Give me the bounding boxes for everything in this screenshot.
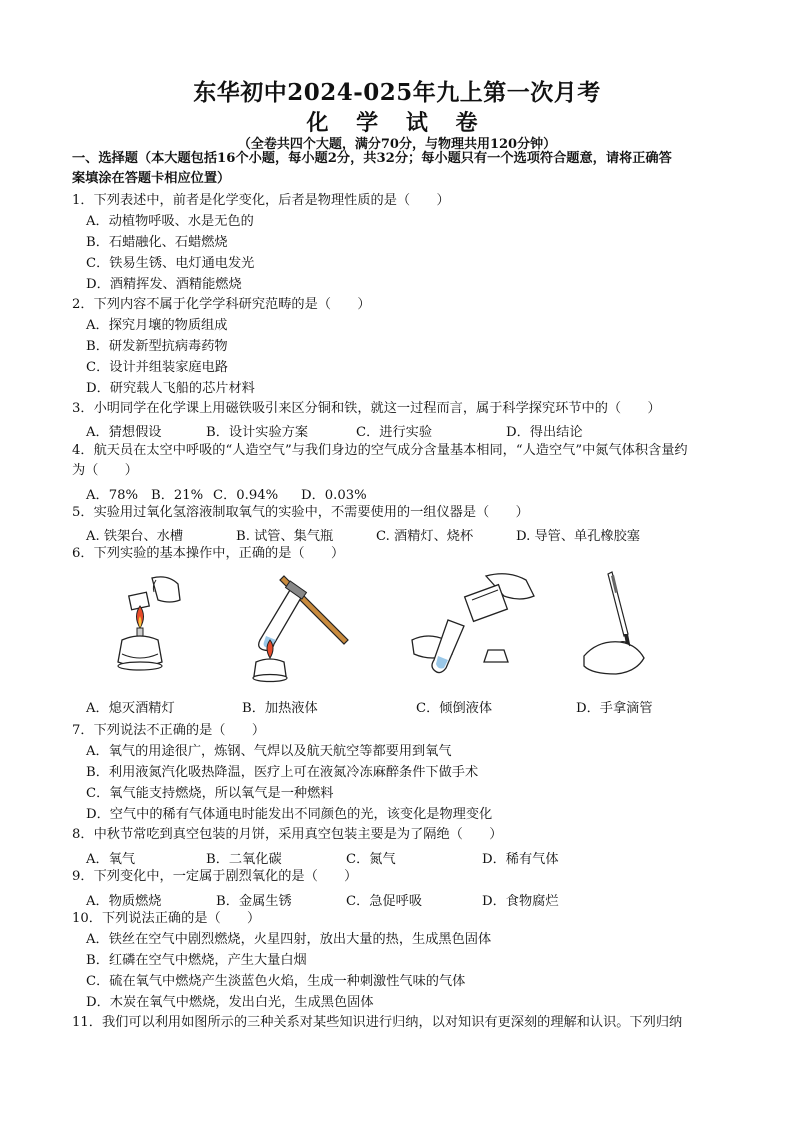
question-4-options [86,484,367,503]
question-7-stem: 7．下列说法不正确的是（ ） [72,723,266,738]
question-3-option-d: D．得出结论 [506,425,583,440]
question-2-stem: 2．下列内容不属于化学学科研究范畴的是（ ） [72,297,371,312]
question-6-option-d: D．手拿滴管 [576,701,653,716]
question-1-option-b: B．石蜡融化、石蜡燃烧 [86,235,228,250]
question-2-option-a: A．探究月壤的物质组成 [86,318,228,333]
question-3-option-c: C．进行实验 [356,425,433,440]
question-8-option-d: D．稀有气体 [482,852,559,867]
exam-title: 东华初中2024-025年九上第一次月考 [193,79,601,106]
subject-title: 化 学 试 卷 [306,110,488,136]
question-4-option-c: C．0.94% [213,488,279,503]
question-7-option-c: C．氧气能支持燃烧，所以氧气是一种燃料 [86,786,334,801]
question-8-option-b: B．二氧化碳 [206,852,282,867]
figure-d-hold-dropper [578,570,668,685]
question-6-option-c: C．倾倒液体 [416,701,493,716]
question-4-stem: 4．航天员在太空中呼吸的“人造空气”与我们身边的空气成分含量基本相同，“人造空气”中氮气体积含量约 [72,443,688,458]
exam-note: （全卷共四个大题，满分70分，与物理共用120分钟） [237,137,557,152]
question-1-stem: 1．下列表述中，前者是化学变化，后者是物理性质的是（ ） [72,193,450,208]
question-1-option-d: D．酒精挥发、酒精能燃烧 [86,277,242,292]
question-2-option-d: D．研究载人飞船的芯片材料 [86,381,255,396]
question-10-option-c: C．硫在氧气中燃烧产生淡蓝色火焰，生成一种刺激性气味的气体 [86,974,466,989]
question-6-option-a: A．熄灭酒精灯 [86,701,175,716]
section-heading-cont: 案填涂在答题卡相应位置） [72,171,231,186]
question-2-option-b: B．研发新型抗病毒药物 [86,339,228,354]
question-5-options [86,525,640,544]
question-7-option-d: D．空气中的稀有气体通电时能发出不同颜色的光，该变化是物理变化 [86,807,493,822]
question-9-stem: 9．下列变化中，一定属于剧烈氧化的是（ ） [72,869,358,884]
question-5-option-b: B. 试管、集气瓶 [236,529,334,544]
question-5-option-d: D. 导管、单孔橡胶塞 [516,529,640,544]
question-3-option-b: B．设计实验方案 [206,425,309,440]
question-5-option-a: A. 铁架台、水槽 [86,529,184,544]
question-3-options [86,421,583,440]
question-4-option-b: B．21% [151,488,204,503]
figure-c-pour-liquid [408,570,548,680]
question-10-option-a: A．铁丝在空气中剧烈燃烧，火星四射，放出大量的热，生成黑色固体 [86,932,492,947]
question-11-stem: 11．我们可以利用如图所示的三种关系对某些知识进行归纳，以对知识有更深刻的理解和认识。下列归纳 [72,1015,683,1030]
question-7-option-a: A．氧气的用途很广，炼钢、气焊以及航天航空等都要用到氧气 [86,744,452,759]
question-2-option-c: C．设计并组装家庭电路 [86,360,228,375]
question-8-stem: 8．中秋节常吃到真空包装的月饼，采用真空包装主要是为了隔绝（ ） [72,827,503,842]
question-4-option-d: D．0.03% [301,488,367,503]
question-1-option-a: A．动植物呼吸、水是无色的 [86,214,254,229]
experiment-figures [90,570,730,688]
question-5-stem: 5．实验用过氧化氢溶液制取氧气的实验中，不需要使用的一组仪器是（ ） [72,505,529,520]
question-3-stem: 3．小明同学在化学课上用磁铁吸引来区分铜和铁，就这一过程而言，属于科学探究环节中的（ ） [72,401,661,416]
question-10-stem: 10．下列说法正确的是（ ） [72,911,261,926]
question-10-option-b: B．红磷在空气中燃烧，产生大量白烟 [86,953,307,968]
section-heading: 一、选择题（本大题包括16个小题，每小题2分，共32分；每小题只有一个选项符合题意，请将正确答 [72,151,672,166]
question-6-stem: 6．下列实验的基本操作中，正确的是（ ） [72,546,345,561]
question-5-option-c: C. 酒精灯、烧杯 [376,529,474,544]
question-4-option-a: A．78% [86,488,139,503]
question-8-option-c: C．氮气 [346,852,396,867]
question-8-option-a: A．氧气 [86,852,136,867]
question-10-option-d: D．木炭在氧气中燃烧，发出白光，生成黑色固体 [86,995,374,1010]
question-1-option-c: C．铁易生锈、电灯通电发光 [86,256,255,271]
question-9-option-a: A．物质燃烧 [86,894,162,909]
question-8-options [86,848,559,867]
figure-b-heat-liquid [240,570,360,685]
question-9-option-c: C．急促呼吸 [346,894,423,909]
question-9-option-d: D．食物腐烂 [482,894,559,909]
question-9-option-b: B．金属生锈 [216,894,292,909]
question-4-stem-cont: 为（ ） [72,463,138,478]
question-9-options [86,890,559,909]
figure-a-extinguish-lamp [100,570,190,680]
question-6-option-b: B．加热液体 [242,701,318,716]
question-3-option-a: A．猜想假设 [86,425,162,440]
question-7-option-b: B．利用液氮汽化吸热降温，医疗上可在液氮冷冻麻醉条件下做手术 [86,765,479,780]
